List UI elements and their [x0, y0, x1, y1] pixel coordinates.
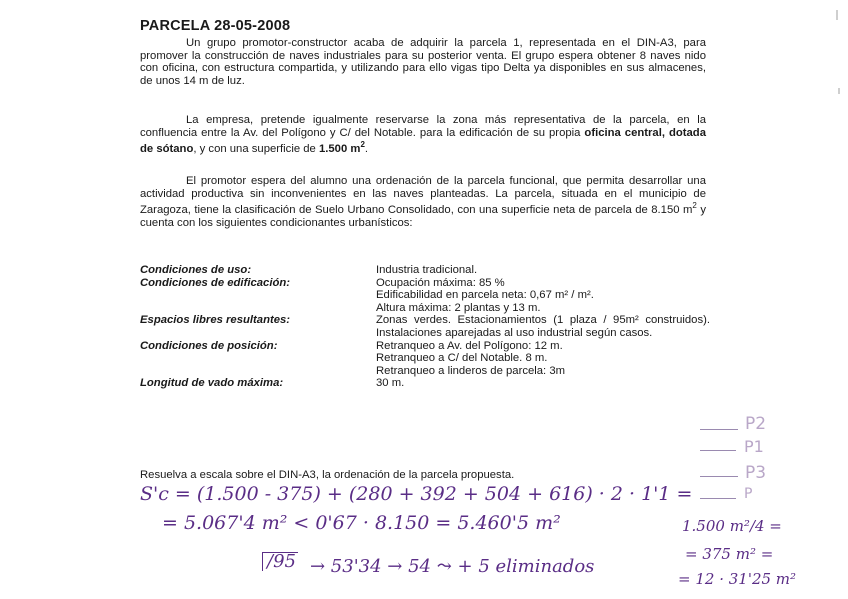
condition-label: Condiciones de posición:: [140, 339, 278, 352]
document-title: PARCELA 28-05-2008: [140, 18, 291, 34]
condition-row: [140, 264, 710, 277]
condition-value: Ocupación máxima: 85 %: [376, 276, 505, 289]
scan-mark: [838, 88, 840, 94]
paragraph-office-text-e: .: [364, 142, 369, 155]
conditions-table: [140, 264, 710, 390]
condition-value: Retranqueo a Av. del Polígono: 12 m.: [376, 339, 563, 352]
condition-value: 30 m.: [376, 377, 405, 390]
scan-mark: [836, 10, 838, 20]
condition-label: Longitud de vado máxima:: [140, 377, 284, 390]
handwritten-line-2: = 5.067'4 m² < 0'67 · 8.150 = 5.460'5 m²: [162, 512, 561, 534]
handwritten-side-calc-2: = 375 m² =: [685, 545, 774, 563]
paragraph-office-surface-sup: 2: [360, 140, 365, 150]
paragraph-plot: [140, 175, 706, 229]
condition-value: Industria tradicional.: [376, 264, 478, 276]
condition-label: Condiciones de uso:: [140, 264, 252, 276]
paragraph-plot-text-a: El promotor espera del alumno una ordenación de la parcela funcional, que permita desarrollar una actividad productiva sin inconvenientes en las naves planteadas. La parcela, situada en el municipio de Zaragoza, tiene la clasificación de Suelo Urbano Consolidado, con una superficie neta de parcela de 8.150 m: [140, 175, 706, 216]
sketch-label-p: P: [744, 486, 753, 502]
paragraph-plot-text-b: y cuenta con los siguientes condicionantes urbanísticos:: [140, 203, 706, 229]
condition-value: Altura máxima: 2 plantas y 13 m.: [376, 301, 541, 314]
condition-row: [140, 314, 710, 339]
condition-value: Retranqueo a C/ del Notable. 8 m.: [376, 352, 548, 365]
sketch-line: [700, 429, 738, 430]
sketch-line: [700, 450, 736, 451]
condition-label: Espacios libres resultantes:: [140, 314, 291, 327]
paragraph-office-text-a: La empresa, pretende igualmente reservarse la zona más representativa de la parcela, en la confluencia entre la Av. del Polígono y C/ del Notable. para la edificación de su propia: [140, 114, 706, 139]
sketch-label-p2: P2: [745, 414, 767, 434]
condition-row: [140, 277, 710, 315]
sketch-line: [700, 476, 738, 477]
paragraph-intro-text: Un grupo promotor-constructor acaba de adquirir la parcela 1, representada en el DIN-A3, para promover la construcción de naves industriales para su posterior venta. El grupo espera obtener 8 naves nido con oficina, con estructura compartida, y utilizando para ello vigas tipo Delta ya disponibles en sus almacenes, de unos 14 m de luz.: [140, 37, 706, 87]
paragraph-office-bold-a: oficina central, dotada de sótano: [140, 126, 706, 155]
handwritten-side-calc-1: 1.500 m²/4 =: [682, 517, 782, 535]
paragraph-plot-sup: 2: [692, 201, 697, 211]
condition-value: Edificabilidad en parcela neta: 0,67 m² / m².: [376, 289, 594, 302]
condition-value: Retranqueo a linderos de parcela: 3m: [376, 364, 566, 377]
paragraph-intro: [140, 37, 706, 87]
condition-label: Condiciones de edificación:: [140, 276, 291, 289]
paragraph-office: [140, 114, 706, 156]
condition-row: [140, 377, 710, 390]
closing-instruction: Resuelva a escala sobre el DIN-A3, la ordenación de la parcela propuesta.: [140, 469, 515, 481]
handwritten-divisor: /95: [262, 552, 298, 571]
handwritten-line-3: → 53'34 → 54 ⤳ + 5 eliminados: [310, 556, 595, 577]
sketch-label-p1: P1: [744, 437, 764, 456]
handwritten-line-1: S'c = (1.500 - 375) + (280 + 392 + 504 + 616) · 2 · 1'1 =: [140, 483, 693, 505]
handwritten-side-calc-3: = 12 · 31'25 m²: [678, 570, 797, 588]
sketch-label-p3: P3: [745, 463, 767, 483]
condition-value: Zonas verdes. Estacionamientos (1 plaza / 95m² construidos). Instalaciones aparejadas al uso industrial según casos.: [376, 314, 710, 339]
condition-row: [140, 340, 710, 378]
sketch-line: [700, 498, 736, 499]
paragraph-office-text-c: , y con una superficie de: [193, 142, 319, 155]
paragraph-office-surface: 1.500 m: [318, 142, 361, 155]
